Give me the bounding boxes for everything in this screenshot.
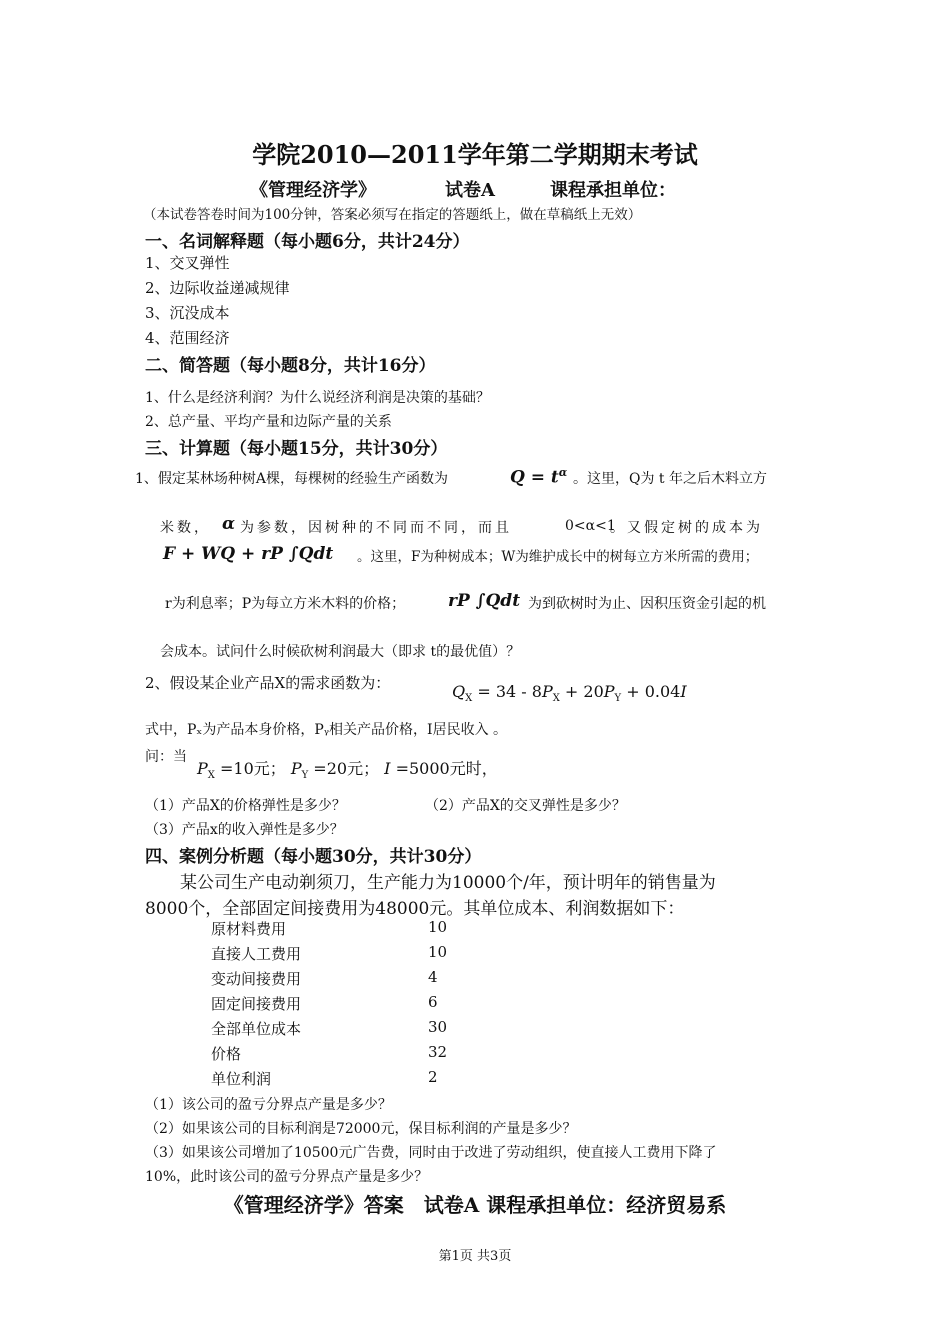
case-q1: （1）该公司的盈亏分界点产量是多少？ bbox=[145, 1097, 392, 1113]
q2-line1: 2、假设某企业产品X的需求函数为： bbox=[145, 674, 391, 692]
exam-notice: （本试卷答卷时间为100分钟，答案必须写在指定的答题纸上，做在草稿纸上无效） bbox=[143, 207, 642, 223]
cost-value: 6 bbox=[428, 993, 438, 1011]
conditions: $P_X =10$元； $P_Y =20$元； I =5000元时， bbox=[197, 759, 498, 782]
paper-label: 试卷A bbox=[445, 180, 495, 201]
cost-value: 30 bbox=[428, 1018, 448, 1036]
q1-line4-end: 为到砍树时为止、因积压资金引起的机 bbox=[528, 596, 766, 612]
q2-sub2: （2）产品X的交叉弹性是多少？ bbox=[425, 798, 626, 814]
section2-item: 2、总产量、平均产量和边际产量的关系 bbox=[145, 414, 392, 430]
q2-sub1: （1）产品X的价格弹性是多少？ bbox=[145, 798, 346, 814]
cost-value: 2 bbox=[428, 1068, 438, 1086]
cost-label: 单位利润 bbox=[211, 1070, 272, 1088]
q1-line1-start: 1、假定某林场种树A棵，每棵树的经验生产函数为 bbox=[135, 471, 449, 487]
unit-label: 课程承担单位： bbox=[550, 180, 676, 201]
q1-line5: 会成本。试问什么时候砍树利润最大（即求 t的最优值）？ bbox=[160, 644, 521, 660]
cost-value: 32 bbox=[428, 1043, 448, 1061]
q2-line2: 式中，Pₓ为产品本身价格，Pᵧ相关产品价格，I居民收入 。 bbox=[145, 722, 508, 738]
case-para1: 某公司生产电动剃须刀，生产能力为10000个/年，预计明年的销售量为 bbox=[180, 873, 716, 893]
section1-heading: 一、名词解释题（每小题6分，共计24分） bbox=[145, 232, 470, 252]
q1-line2-end: 。又假定树的成本为 bbox=[610, 520, 763, 536]
exam-title: 学院2010—2011学年第二学期期末考试 bbox=[252, 140, 698, 169]
section1-item: 2、边际收益递减规律 bbox=[145, 279, 290, 297]
section1-item: 3、沉没成本 bbox=[145, 304, 230, 322]
cost-label: 直接人工费用 bbox=[211, 945, 302, 963]
production-function: $Q = t^\alpha$ bbox=[510, 466, 568, 488]
section2-item: 1、什么是经济利润？为什么说经济利润是决策的基础？ bbox=[145, 390, 490, 406]
q2-line3-start: 问：当 bbox=[145, 749, 187, 765]
cost-value: 4 bbox=[428, 968, 438, 986]
course-name: 《管理经济学》 bbox=[250, 180, 376, 201]
q1-line1-end: 。这里，Q为 t 年之后木料立方 bbox=[573, 471, 768, 487]
case-para2: 8000个，全部固定间接费用为48000元。其单位成本、利润数据如下： bbox=[145, 899, 685, 919]
alpha-symbol: α bbox=[222, 514, 236, 534]
cost-label: 原材料费用 bbox=[211, 920, 287, 938]
case-q2: （2）如果该公司的目标利润是72000元，保目标利润的产量是多少？ bbox=[145, 1121, 577, 1137]
case-q3-line1: （3）如果该公司增加了10500元广告费，同时由于改进了劳动组织，使直接人工费用下降了 bbox=[145, 1145, 717, 1161]
cost-formula: F + WQ + rP ∫Qdt bbox=[163, 544, 334, 564]
section1-item: 4、范围经济 bbox=[145, 329, 230, 347]
q1-line2-mid: 为参数，因树种的不同而不同，而且 bbox=[240, 520, 512, 536]
opportunity-formula: rP ∫Qdt bbox=[448, 591, 521, 611]
section4-heading: 四、案例分析题（每小题30分，共计30分） bbox=[145, 847, 482, 867]
demand-function: $Q_X = 34 - 8P_X + 20P_Y + 0.04I$ bbox=[452, 682, 687, 705]
cost-label: 固定间接费用 bbox=[211, 995, 302, 1013]
alpha-range: 0<α<1 bbox=[565, 518, 616, 534]
section2-heading: 二、简答题（每小题8分，共计16分） bbox=[145, 356, 436, 376]
cost-value: 10 bbox=[428, 943, 448, 961]
cost-label: 价格 bbox=[211, 1045, 242, 1063]
cost-label: 变动间接费用 bbox=[211, 970, 302, 988]
q2-sub3: （3）产品x的收入弹性是多少？ bbox=[145, 822, 344, 838]
cost-label: 全部单位成本 bbox=[211, 1020, 302, 1038]
section1-item: 1、交叉弹性 bbox=[145, 254, 230, 272]
cost-value: 10 bbox=[428, 918, 448, 936]
q1-line2-start: 米数， bbox=[160, 520, 211, 536]
case-q3-line2: 10%，此时该公司的盈亏分界点产量是多少？ bbox=[145, 1169, 429, 1185]
q1-line3: 。这里，F为种树成本；W为维护成长中的树每立方米所需的费用； bbox=[357, 549, 759, 565]
page-number: 第1页 共3页 bbox=[438, 1249, 512, 1264]
section3-heading: 三、计算题（每小题15分，共计30分） bbox=[145, 439, 448, 459]
q1-line4-start: r为利息率；P为每立方米木料的价格； bbox=[165, 596, 406, 612]
answer-title: 《管理经济学》答案 试卷A 课程承担单位：经济贸易系 bbox=[223, 1193, 727, 1217]
